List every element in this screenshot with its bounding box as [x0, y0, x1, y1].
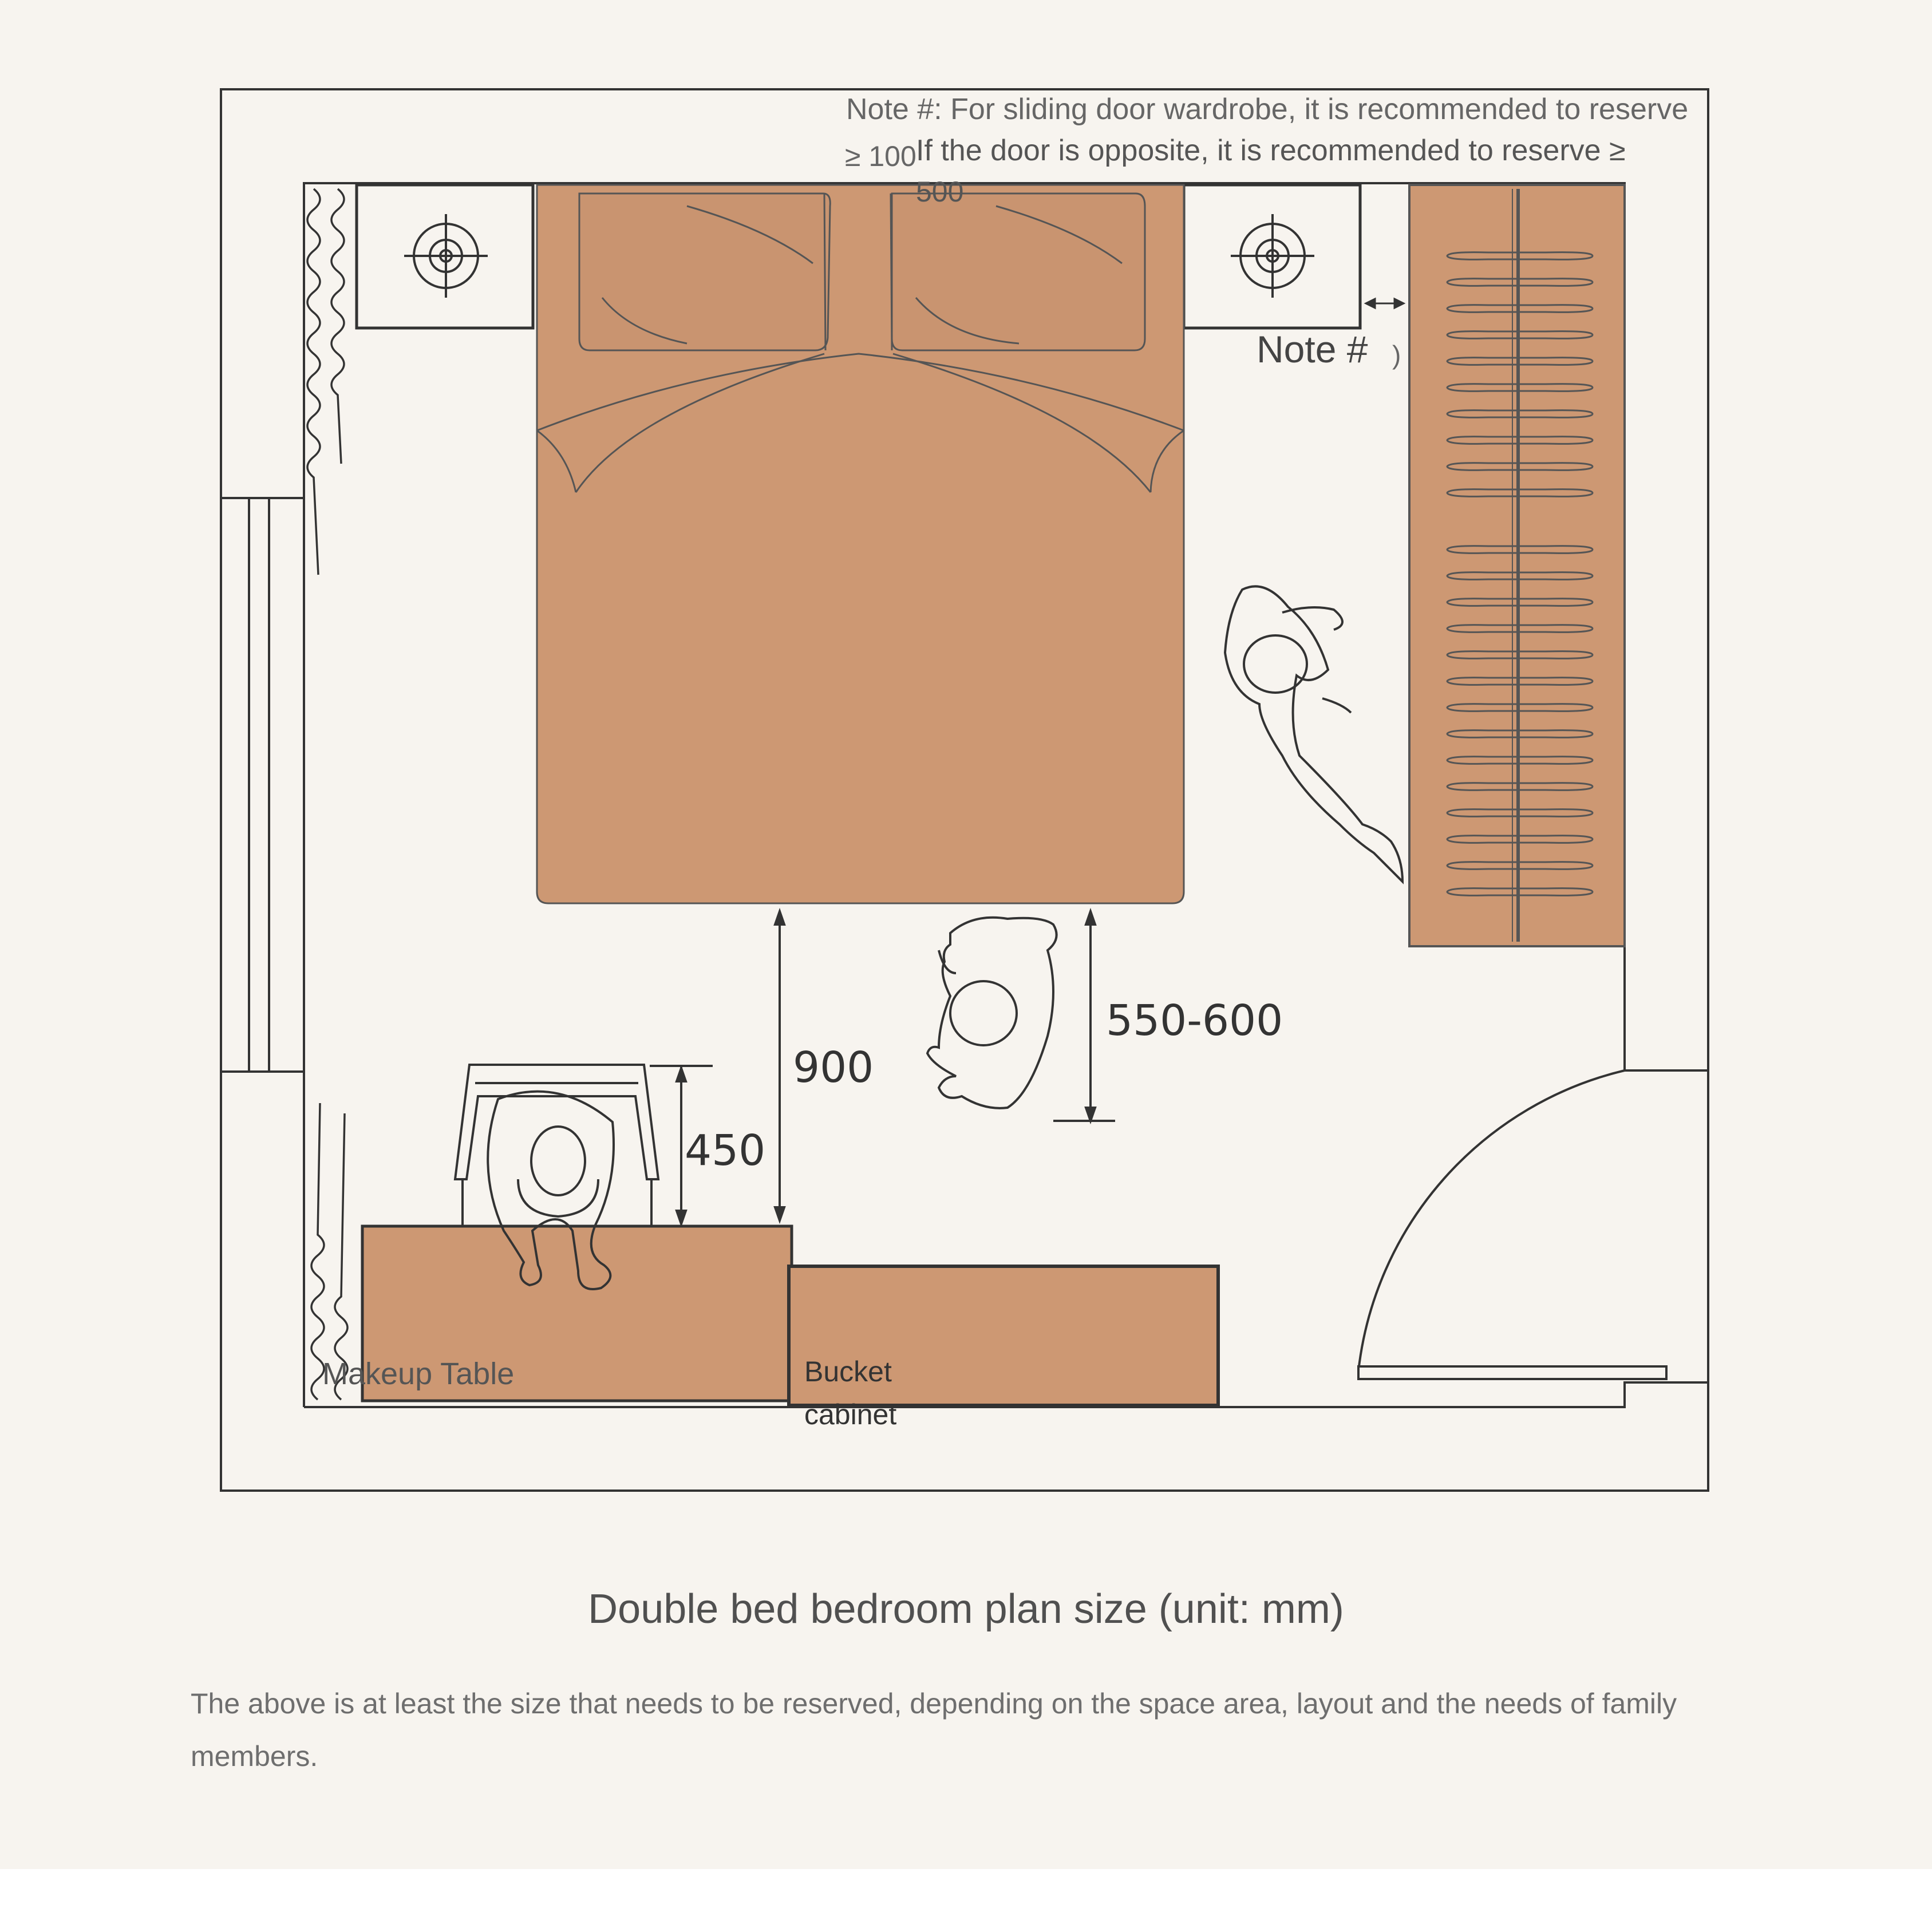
bucket-cabinet-label-1: Bucket: [804, 1356, 892, 1388]
double-bed: [537, 185, 1184, 903]
makeup-table-label: Makeup Table: [322, 1357, 515, 1391]
door-swing-icon: [1358, 1070, 1666, 1379]
figure-title: Double bed bedroom plan size (unit: mm): [588, 1586, 1344, 1632]
person-icon: [927, 918, 1057, 1108]
person-icon: [1225, 586, 1402, 882]
dimension-lines: [650, 911, 1115, 1224]
wardrobe-note-prefix: ≥ 100: [845, 140, 916, 172]
bottom-strip: [0, 1869, 1932, 1932]
pillow-right: [892, 193, 1145, 350]
wardrobe-note-line1: Note #: For sliding door wardrobe, it is recommended to reserve: [846, 93, 1689, 126]
sliding-wardrobe: [1409, 185, 1625, 946]
pillow-left: [579, 193, 830, 350]
note-marker: Note #: [1257, 328, 1368, 370]
chair: [455, 1065, 658, 1225]
nightstand-right: [1184, 185, 1360, 328]
dimension-900: 900: [793, 1043, 874, 1092]
dimension-550-600: 550-600: [1106, 996, 1283, 1045]
window: [221, 498, 304, 1072]
wardrobe-note-line2: If the door is opposite, it is recommended to reserve ≥: [916, 134, 1626, 167]
wardrobe-note-line3: 500: [916, 176, 964, 208]
figure-description: The above is at least the size that needs to be reserved, depending on the space area, layout and the needs of family members.: [191, 1688, 1677, 1772]
dimension-450: 450: [685, 1126, 766, 1175]
curtain-icon: [307, 189, 347, 1400]
bucket-cabinet-label-2: cabinet: [804, 1398, 897, 1431]
gap-arrow: [1366, 299, 1404, 308]
nightstand-left: [357, 185, 533, 328]
note-marker-suffix: ): [1392, 340, 1401, 370]
